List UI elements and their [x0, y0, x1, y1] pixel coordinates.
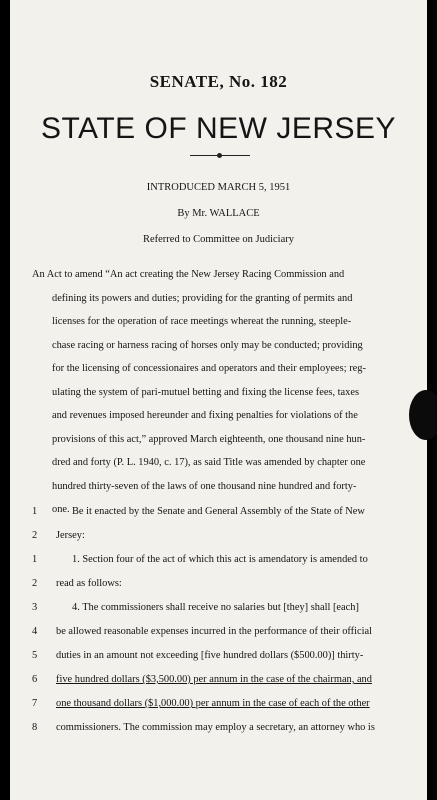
bill-line	[10, 626, 427, 646]
line-number: 1	[32, 506, 38, 517]
bill-line	[10, 674, 427, 694]
act-line: for the licensing of concessionaires and operators and their employees; reg-	[52, 363, 366, 374]
bill-line	[10, 506, 427, 526]
bill-line	[10, 722, 427, 742]
line-text: commissioners. The commission may employ a secretary, an attorney who is	[56, 722, 375, 733]
scan-shadow	[409, 390, 437, 440]
bill-line	[10, 602, 427, 622]
line-text: read as follows:	[56, 578, 122, 589]
line-text: one thousand dollars ($1,000.00) per annum in the case of each of the other	[56, 698, 370, 709]
introduced-date: INTRODUCED MARCH 5, 1951	[146, 182, 291, 193]
act-line: dred and forty (P. L. 1940, c. 17), as said Title was amended by chapter one	[52, 457, 366, 468]
bill-line	[10, 554, 427, 574]
act-line: ulating the system of pari-mutuel betting and fixing the license fees, taxes	[52, 386, 360, 398]
line-number: 2	[32, 578, 38, 589]
line-text: be allowed reasonable expenses incurred in the performance of their official	[56, 626, 373, 637]
committee-referral: Referred to Committee on Judiciary	[142, 234, 295, 245]
act-line: one.	[52, 504, 70, 515]
line-number: 2	[32, 530, 38, 541]
act-line: provisions of this act,” approved March eighteenth, one thousand nine hun-	[52, 433, 366, 445]
line-number: 7	[32, 698, 38, 709]
bill-line	[10, 650, 427, 670]
bill-number: SENATE, No. 182	[149, 72, 288, 91]
document-page	[10, 0, 427, 800]
act-line: defining its powers and duties; providing for the granting of permits and	[52, 292, 353, 304]
line-number: 1	[32, 554, 38, 565]
line-number: 4	[32, 626, 38, 637]
title-rule-ornament	[217, 153, 222, 158]
act-line: and revenues imposed hereunder and fixing penalties for violations of the	[52, 410, 358, 421]
bill-line	[10, 530, 427, 550]
state-title: STATE OF NEW JERSEY	[40, 112, 397, 145]
line-text: duties in an amount not exceeding [five hundred dollars ($500.00)] thirty-	[56, 650, 364, 661]
line-text: five hundred dollars ($3,500.00) per annum in the case of the chairman, and	[56, 674, 372, 685]
line-number: 3	[32, 602, 38, 613]
line-text: 4. The commissioners shall receive no salaries but [they] shall [each]	[72, 602, 359, 613]
line-number: 5	[32, 650, 38, 661]
act-line: chase racing or harness racing of horses only may be conducted; providing	[52, 339, 363, 351]
line-number: 6	[32, 674, 38, 685]
line-number: 8	[32, 722, 38, 733]
line-text: 1. Section four of the act of which this act is amendatory is amended to	[72, 554, 368, 565]
bill-line	[10, 578, 427, 598]
act-line: licenses for the operation of race meetings whereat the running, steeple-	[52, 316, 352, 327]
act-title-paragraph	[32, 263, 386, 522]
line-text: Jersey:	[56, 530, 85, 541]
line-text: Be it enacted by the Senate and General Assembly of the State of New	[72, 506, 365, 517]
sponsor: By Mr. WALLACE	[177, 208, 260, 219]
act-line: An Act to amend “An act creating the New Jersey Racing Commission and	[32, 269, 345, 280]
bill-line	[10, 698, 427, 718]
act-line: hundred thirty-seven of the laws of one thousand nine hundred and forty-	[52, 480, 357, 492]
